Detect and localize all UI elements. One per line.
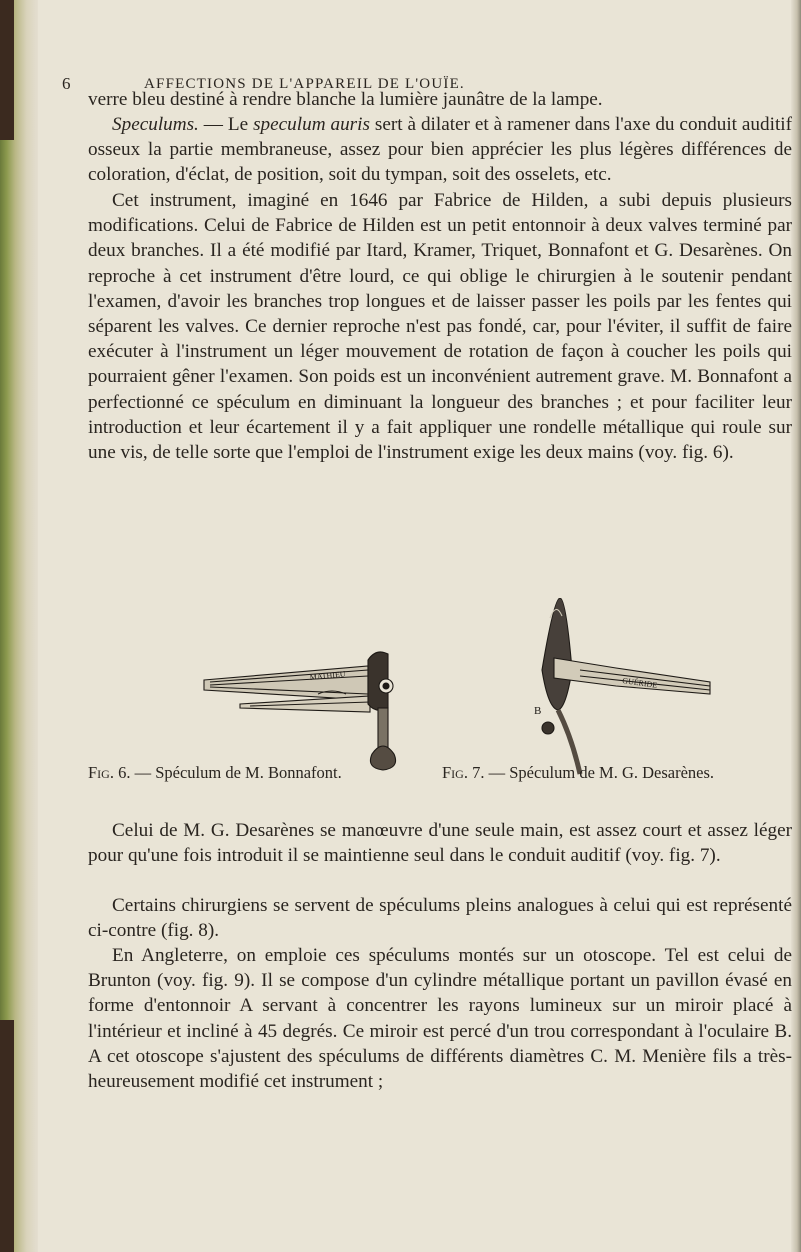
figure-6-caption [88,763,342,783]
paragraph: Celui de M. G. Desarènes se manœuvre d'une seule main, est assez court et assez léger pour qu'une fois introduit il se maintienne seul dans le conduit auditif (voy. fig. 7). [88,820,792,867]
caption-text: — Spéculum de M. G. Desarènes. [484,763,715,782]
paragraph-speculums [88,112,792,188]
speculum-engraving [520,598,720,778]
running-head: AFFECTIONS DE L'APPAREIL DE L'OUÏE. [144,76,465,92]
speculum-engraving [200,642,430,777]
section-label: Speculums. [112,114,199,135]
caption-label: Fig. 6. [88,763,131,782]
paragraph: verre bleu destiné à rendre blanche la lumière jaunâtre de la lampe. [88,89,603,110]
caption-text: — Spéculum de M. Bonnafont. [130,763,342,782]
page-edge [791,0,801,1252]
latin-term: speculum auris [253,114,370,135]
engraved-maker-mark: GUÉRIDE [621,676,658,690]
figure-6-bonnafont-speculum [200,642,430,777]
figure-7-caption [442,763,714,783]
figure-letter-b: B [534,705,542,717]
text-run: — Le [198,114,254,135]
book-spine-gutter [0,0,38,1252]
paragraph: En Angleterre, on emploie ces spéculums montés sur un otoscope. Tel est celui de Brunton (voy. fig. 9). Il se compose d'un cylindre métallique portant un pavillon évasé en forme d'entonnoir A servant à concentrer les rayons lumineux sur un miroir placé à l'intérieur et incliné à 45 degrés. Ce miroir est percé d'un trou correspondant à l'oculaire B. A cet otoscope s'ajustent des spéculums de différents diamètres C. M. Menière fils a très-heureusement modifié cet instrument ; [88,945,792,1093]
paragraph: Certains chirurgiens se servent de spéculums pleins analogues à celui qui est représenté ci-contre (fig. 8). [88,895,792,942]
figure-7-desarenes-speculum [520,598,720,778]
caption-label: Fig. 7. [442,763,485,782]
paragraph: Cet instrument, imaginé en 1646 par Fabrice de Hilden, a subi depuis plusieurs modifications. Celui de Fabrice de Hilden est un petit entonnoir à deux valves terminé par deux branches. Il a été modifié par Itard, Kramer, Triquet, Bonnafont et G. Desarènes. On reproche à cet instrument d'être lourd, ce qui oblige le chirurgien à le soutenir pendant l'examen, d'avoir les branches trop longues et de laisser passer les poils par les fentes qui séparent les valves. Ce dernier reproche n'est pas fondé, car, pour l'éviter, il suffit de faire exécuter à l'instrument un léger mouvement de rotation de façon à coucher les poils qui pourraient gêner l'examen. Son poids est un inconvénient autrement grave. M. Bonnafont a perfectionné ce spéculum en diminuant la longueur des branches ; et pour faciliter leur introduction et leur écartement il y a fait appliquer une rondelle métallique qui roule sur une vis, de telle sorte que l'emploi de l'instrument exige les deux mains (voy. fig. 6). [88,190,792,464]
page-number: 6 [62,74,72,93]
engraved-maker-mark: MATHIEU [309,669,347,682]
spine-band [0,0,14,140]
spine-band [0,1020,14,1252]
text-run: sert à dilater et à ramener dans l'axe du conduit auditif osseux la partie membraneuse, assez pour bien apprécier les plus légères différences de coloration, d'éclat, de position, soit du tympan, soit des osselets, etc. [88,114,792,186]
